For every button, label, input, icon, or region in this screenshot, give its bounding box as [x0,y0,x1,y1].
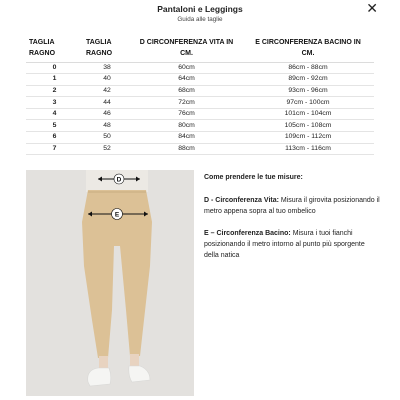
table-header-row [26,35,374,62]
cell-hips: 97cm - 100cm [286,98,330,106]
left-shoe [88,368,111,386]
cell-hips: 93cm - 96cm [288,86,328,94]
cell-waist: 88cm [178,144,195,152]
cell-waist: 64cm [178,75,195,83]
cell-hips: 105cm - 108cm [284,121,332,129]
cell-waist: 60cm [178,63,195,71]
table-row [26,108,374,120]
cell-hips: 113cm - 116cm [285,144,331,152]
modal-subtitle: Guida alle taglie [177,16,223,23]
cell-waist: 80cm [178,121,195,129]
modal-title: Pantaloni e Leggings [157,4,243,14]
cell-it: 46 [103,110,111,118]
col-header-italy: TAGLIA RAGNO [86,39,113,57]
hips-text: Misura i tuoi fianchi posizionando il metro intorno al punto più sporgente della natica [204,229,365,260]
cell-it: 50 [103,133,111,141]
cell-size: 3 [52,98,57,106]
cell-waist: 72cm [178,98,195,106]
table-row [26,143,374,155]
measurement-photo [26,170,194,396]
cell-hips: 89cm - 92cm [288,75,328,83]
cell-size: 0 [52,63,57,71]
instructions-heading: Come prendere le tue misure: [204,174,303,181]
waist-text: Misura il girovita posizionando il metro appena sopra al tuo ombelico [204,197,380,216]
cell-hips: 109cm - 112cm [284,133,332,141]
cell-it: 38 [103,63,111,71]
col-header-hips: E CIRCONFERENZA BACINO IN CM. [255,39,361,57]
cell-size: 1 [52,75,57,83]
cell-hips: 86cm - 88cm [288,63,328,71]
cell-size: 5 [52,121,57,129]
waist-instruction [204,195,380,217]
col-header-waist: D CIRCONFERENZA VITA IN CM. [139,39,234,57]
right-shoe [129,366,150,382]
hips-marker-label: E [114,211,120,219]
hips-term: E – Circonferenza Bacino: [204,229,291,237]
cell-size: 2 [52,86,57,94]
cell-it: 42 [103,86,111,94]
hips-instruction [204,228,380,262]
cell-size: 4 [52,110,57,118]
waist-term: D - Circonferenza Vita: [204,197,279,205]
table-row [26,97,374,109]
cell-it: 44 [103,98,111,106]
table-row [26,120,374,132]
cell-it: 52 [103,144,111,152]
table-row [26,132,374,144]
cell-size: 7 [52,144,57,152]
table-row [26,62,374,74]
cell-waist: 76cm [178,110,195,118]
waist-marker-label: D [116,176,122,184]
cell-it: 48 [103,121,111,129]
col-header-size: TAGLIA RAGNO [29,39,56,57]
trousers-illustration [26,170,194,396]
table-row [26,85,374,97]
cell-waist: 68cm [178,86,195,94]
size-table [26,35,374,155]
cell-hips: 101cm - 104cm [284,110,332,118]
measurement-instructions [204,172,380,271]
table-row [26,74,374,86]
cell-waist: 84cm [178,133,195,141]
cell-it: 40 [103,75,111,83]
close-icon[interactable]: ✕ [366,0,378,16]
cell-size: 6 [52,133,57,141]
modal-header [0,0,400,30]
